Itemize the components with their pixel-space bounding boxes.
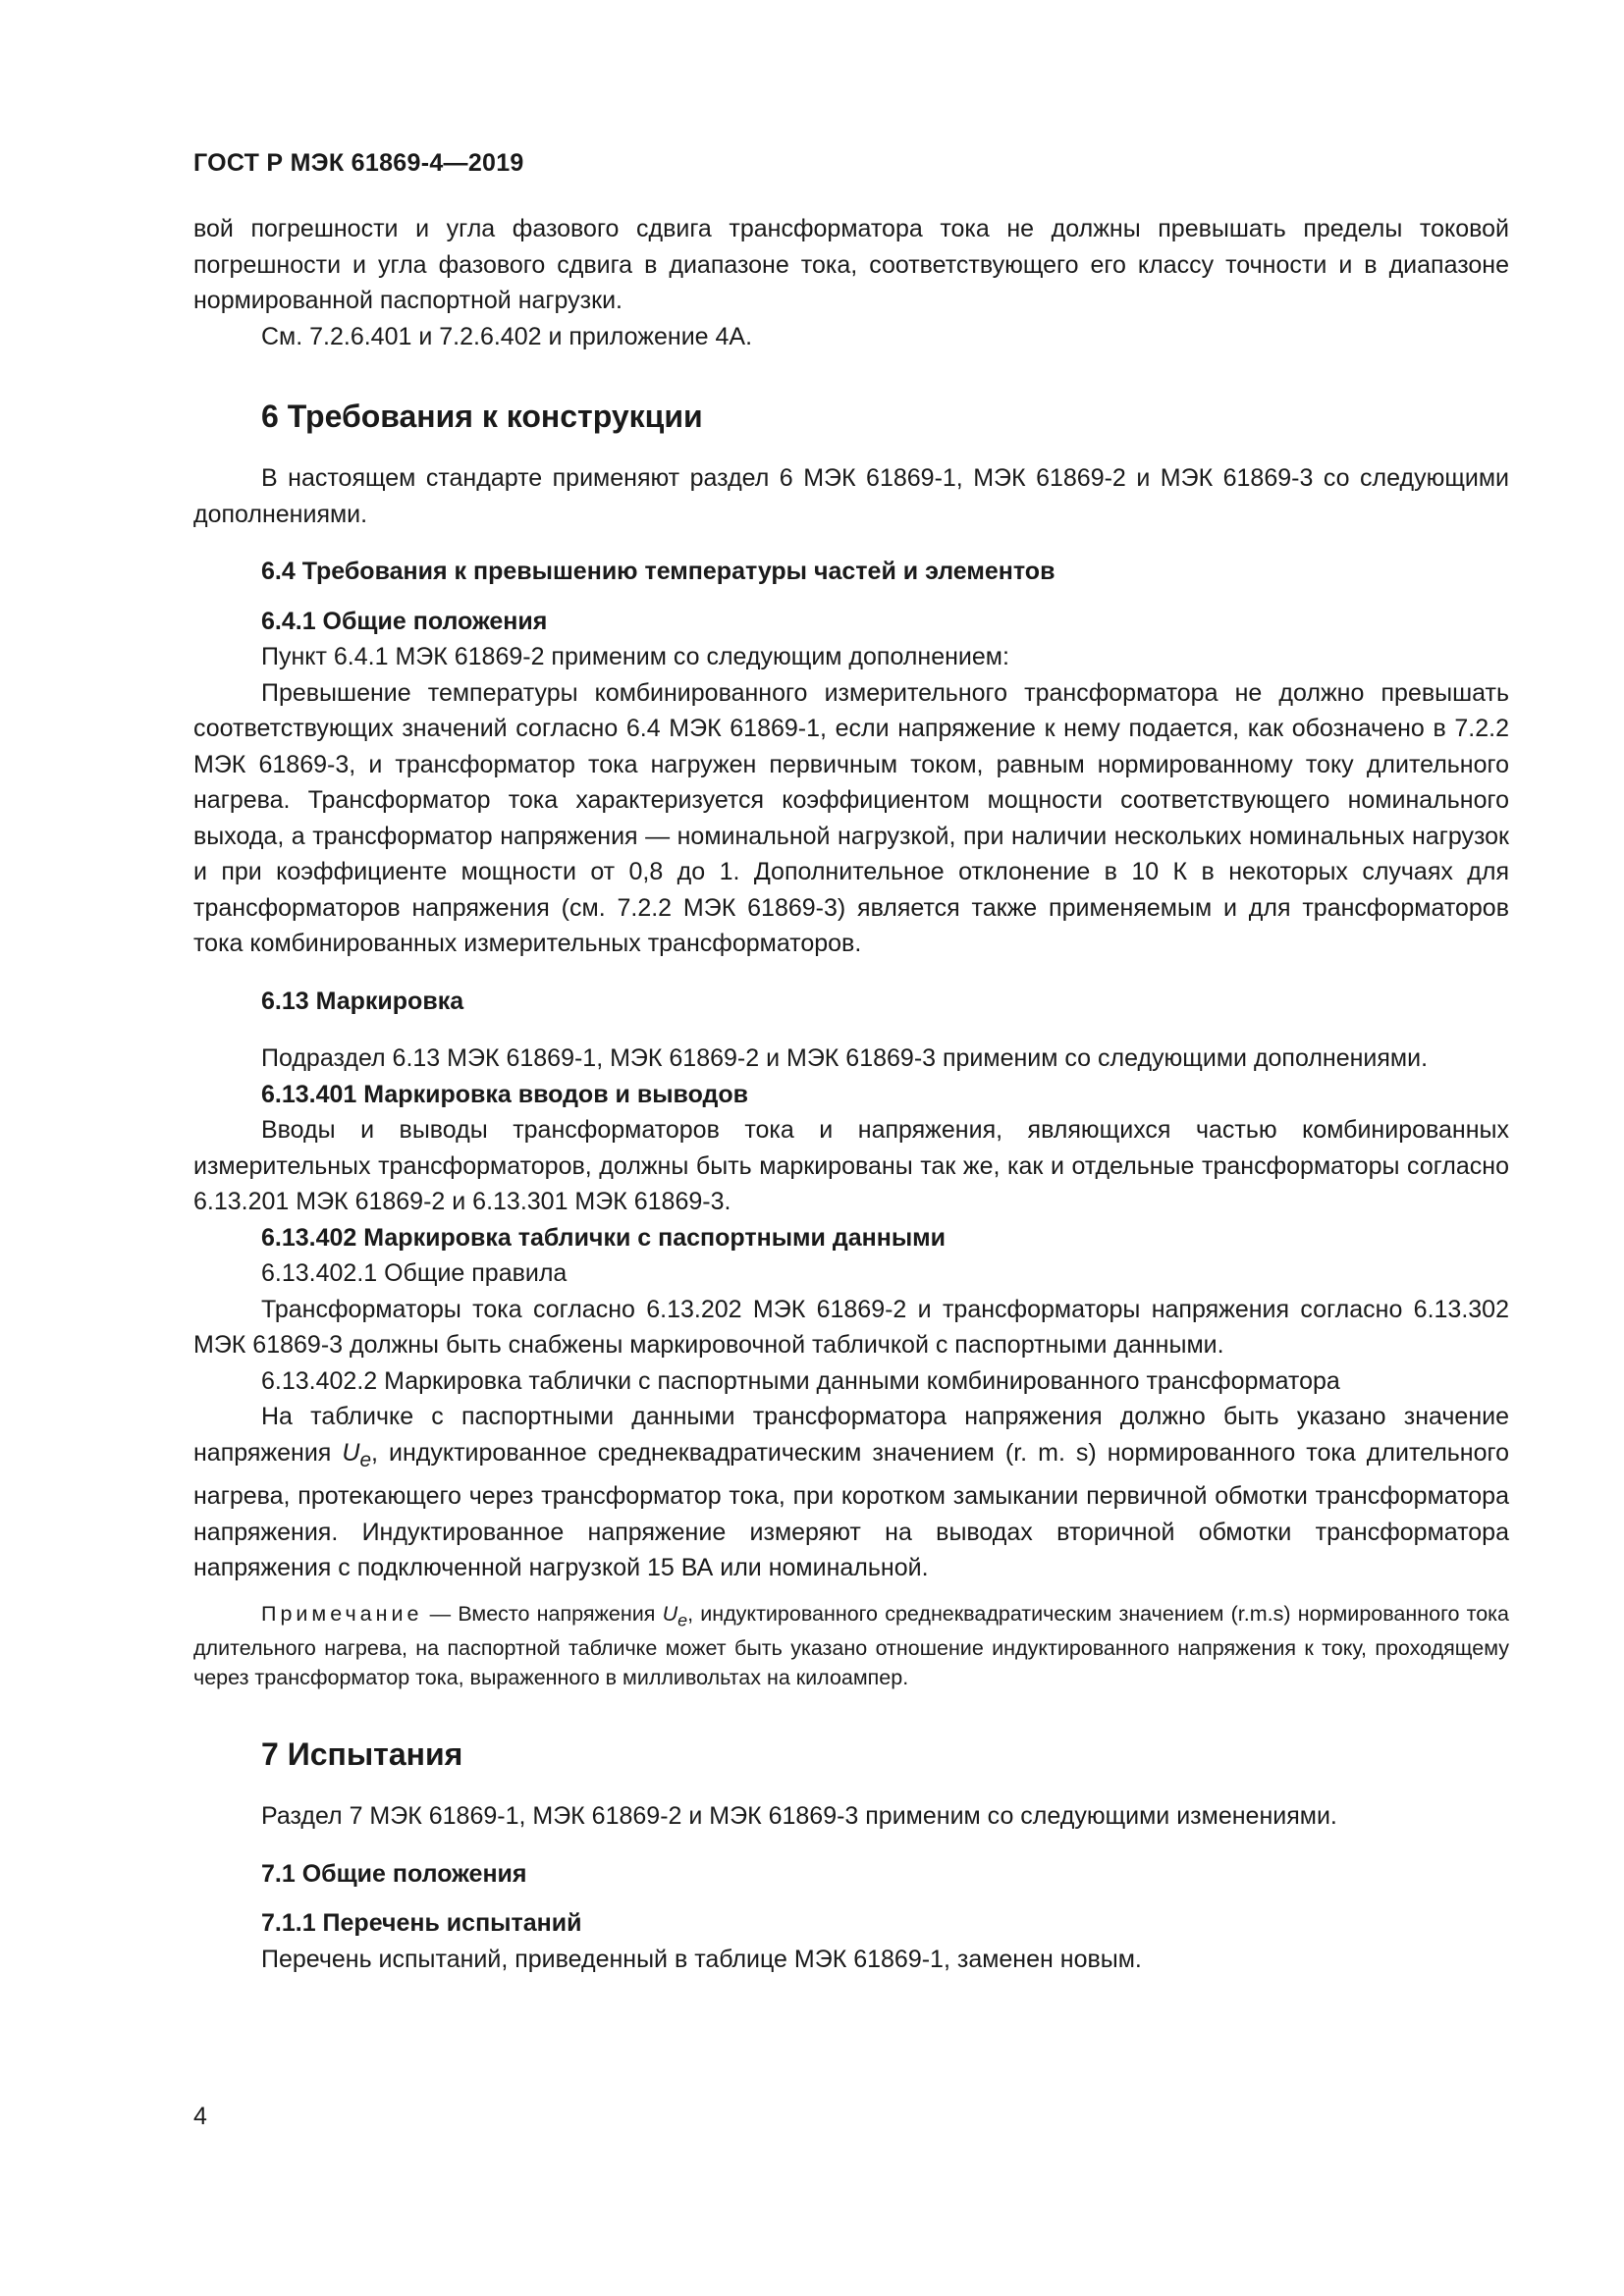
clause-6-13-title: 6.13 Маркировка	[261, 987, 464, 1015]
page-number: 4	[193, 2103, 207, 2130]
note-label: Примечание	[261, 1601, 423, 1626]
note-variable-u-e: $U_e$	[662, 1601, 688, 1629]
clause-6-13-402-1-paragraph: Трансформаторы тока согласно 6.13.202 МЭК 61869-2 и трансформаторы напряжения согласно 6.13.302 МЭК 61869-3 должны быть снабжены маркировочной табличкой с паспортными данными.	[193, 1295, 1509, 1359]
clause-7-1-title: 7.1 Общие положения	[261, 1859, 527, 1888]
standard-header: ГОСТ Р МЭК 61869-4—2019	[193, 149, 524, 177]
clause-6-4-title: 6.4 Требования к превышению температуры частей и элементов	[261, 558, 1056, 585]
clause-7-1-1-title: 7.1.1 Перечень испытаний	[261, 1909, 582, 1938]
section-7-title: 7 Испытания	[261, 1736, 463, 1773]
clause-6-13-402-title: 6.13.402 Маркировка таблички с паспортными данными	[261, 1223, 947, 1252]
clause-6-13-paragraph: Подраздел 6.13 МЭК 61869-1, МЭК 61869-2 и МЭК 61869-3 применим со следующими дополнениями.	[261, 1044, 1429, 1072]
paragraph-see-also: См. 7.2.6.401 и 7.2.6.402 и приложение 4А.	[261, 322, 753, 350]
clause-6-13-402-2-text-a: На табличке с паспортными данными трансформатора напряжения должно быть указано значение напряжения	[193, 1403, 1509, 1467]
paragraph-continuation: вой погрешности и угла фазового сдвига трансформатора тока не должны превышать пределы токовой погрешности и угла фазового сдвига в диапазоне тока, соответствующего его классу точности и в диапазоне нормированной паспортной нагрузки.	[193, 215, 1509, 314]
document-page	[193, 149, 1509, 1977]
note-text-b: , индуктированного среднеквадратическим значением (r.m.s) нормированного тока длительного нагрева, на паспортной табличке может быть указано отношение индуктированного напряжения к току, проходящему через трансформатор тока, выраженного в милливольтах на килоампер.	[193, 1601, 1509, 1689]
clause-6-13-401-paragraph: Вводы и выводы трансформаторов тока и напряжения, являющихся частью комбинированных измерительных трансформаторов, должны быть маркированы так же, как и отдельные трансформаторы согласно 6.13.201 МЭК 61869-2 и 6.13.301 МЭК 61869-3.	[193, 1116, 1509, 1215]
note-paragraph	[193, 1600, 1509, 1693]
clause-6-4-1-paragraph-1: Пункт 6.4.1 МЭК 61869-2 применим со следующим дополнением:	[261, 643, 1009, 670]
clause-6-13-402-2-paragraph	[193, 1399, 1509, 1586]
clause-6-4-1-title: 6.4.1 Общие положения	[261, 607, 548, 635]
section-6-intro: В настоящем стандарте применяют раздел 6 МЭК 61869-1, МЭК 61869-2 и МЭК 61869-3 со следующими дополнениями.	[193, 464, 1509, 528]
clause-7-1-1-paragraph: Перечень испытаний, приведенный в таблице МЭК 61869-1, заменен новым.	[261, 1945, 1142, 1973]
variable-u-e: $U_e$	[342, 1438, 372, 1471]
note-text-a: — Вместо напряжения	[422, 1601, 663, 1626]
clause-6-13-401-title: 6.13.401 Маркировка вводов и выводов	[261, 1080, 749, 1108]
section-6-title: 6 Требования к конструкции	[261, 399, 703, 434]
clause-6-13-402-1-heading: 6.13.402.1 Общие правила	[261, 1259, 568, 1287]
section-7-intro: Раздел 7 МЭК 61869-1, МЭК 61869-2 и МЭК 61869-3 применим со следующими изменениями.	[261, 1802, 1337, 1831]
clause-6-13-402-2-heading: 6.13.402.2 Маркировка таблички с паспортными данными комбинированного трансформатора	[261, 1366, 1340, 1395]
clause-6-13-402-2-text-b: , индуктированное среднеквадратическим значением (r. m. s) нормированного тока длительного нагрева, протекающего через трансформатор тока, при коротком замыкании первичной обмотки трансформатора напряжения. Индуктированное напряжение измеряют на выводах вторичной обмотки трансформатора напряжения с подключенной нагрузкой 15 ВА или номинальной.	[193, 1438, 1509, 1581]
clause-6-4-1-paragraph-2: Превышение температуры комбинированного измерительного трансформатора не должно превышать соответствующих значений согласно 6.4 МЭК 61869-1, если напряжение к нему подается, как обозначено в 7.2.2 МЭК 61869-3, и трансформатор тока нагружен первичным током, равным нормированному току длительного нагрева. Трансформатор тока характеризуется коэффициентом мощности соответствующего номинального выхода, а трансформатор напряжения — номинальной нагрузкой, при наличии нескольких номинальных нагрузок и при коэффициенте мощности от 0,8 до 1. Дополнительное отклонение в 10 К в некоторых случаях для трансформаторов напряжения (см. 7.2.2 МЭК 61869-3) является также применяемым и для трансформаторов тока комбинированных измерительных трансформаторов.	[193, 678, 1509, 957]
